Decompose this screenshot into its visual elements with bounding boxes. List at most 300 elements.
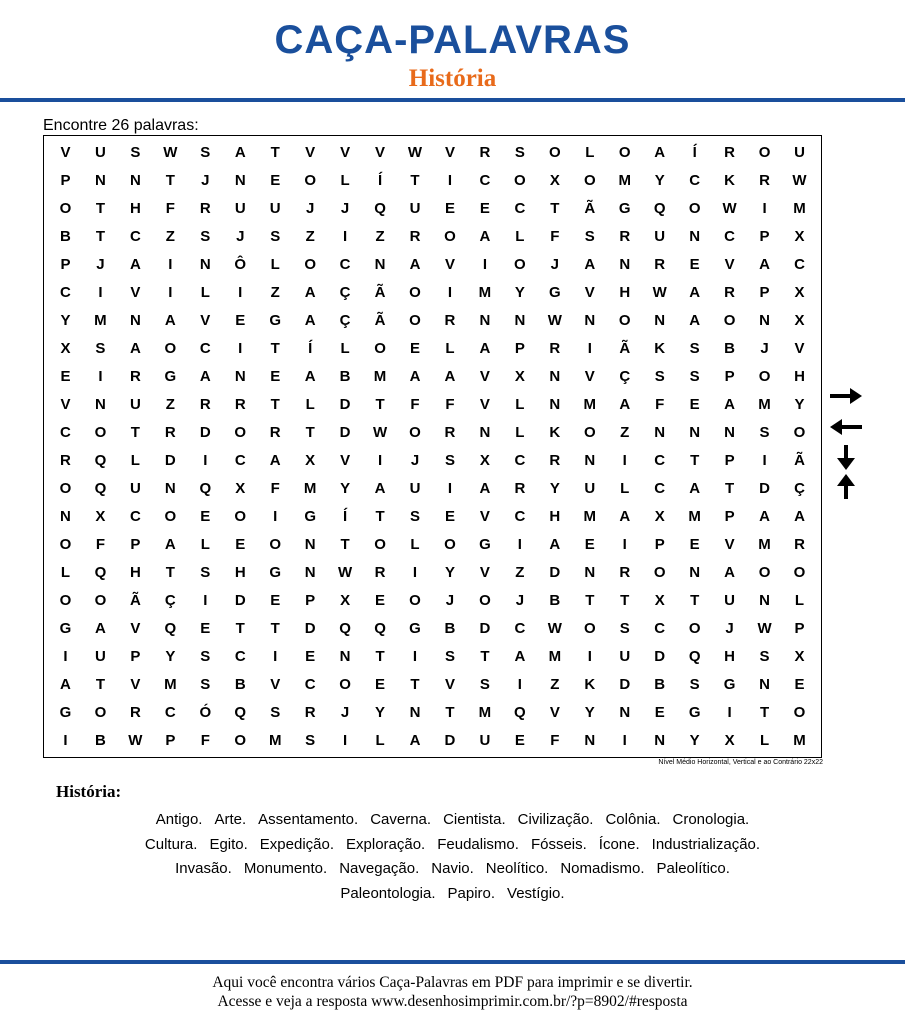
grid-cell: E — [444, 200, 455, 218]
grid-cell: O — [758, 368, 771, 386]
grid-cell: X — [479, 451, 490, 469]
grid-cell: R — [269, 424, 281, 442]
grid-cell: O — [758, 563, 771, 581]
grid-cell: G — [723, 675, 736, 693]
grid-cell: R — [199, 396, 211, 414]
grid-cell: A — [60, 675, 71, 693]
grid-cell: Z — [165, 396, 175, 414]
grid-cell: C — [479, 172, 491, 190]
grid-cell: P — [305, 591, 316, 609]
grid-cell: Q — [374, 619, 386, 637]
grid-cell: S — [200, 144, 211, 162]
grid-cell: B — [339, 368, 351, 386]
grid-cell: S — [200, 675, 211, 693]
grid-cell: R — [619, 228, 631, 246]
word-item: Arte. — [214, 811, 247, 828]
grid-cell: A — [164, 312, 176, 330]
grid-cell: V — [130, 284, 141, 302]
grid-cell: L — [515, 396, 525, 414]
grid-cell: A — [689, 312, 701, 330]
grid-cell: S — [689, 340, 700, 358]
grid-cell: Z — [620, 424, 630, 442]
grid-cell: U — [409, 200, 421, 218]
grid-cell: T — [130, 424, 140, 442]
grid-cell: I — [622, 731, 627, 749]
grid-cell: P — [724, 451, 735, 469]
grid-cell: Ç — [339, 284, 351, 302]
grid-cell: J — [236, 228, 245, 246]
grid-cell: T — [445, 703, 455, 721]
grid-cell: A — [794, 507, 805, 525]
grid-cell: N — [584, 563, 596, 581]
grid-cell: X — [794, 647, 805, 665]
word-item: Cientista. — [443, 811, 506, 828]
word-item: Caverna. — [370, 811, 432, 828]
grid-cell: C — [514, 200, 526, 218]
grid-cell: Í — [692, 144, 697, 162]
grid-cell: X — [654, 591, 665, 609]
grid-cell: V — [340, 144, 351, 162]
grid-cell: S — [444, 647, 455, 665]
grid-cell: F — [270, 479, 280, 497]
grid-cell: A — [234, 144, 246, 162]
grid-cell: M — [793, 200, 806, 218]
grid-cell: C — [164, 703, 176, 721]
grid-cell: U — [95, 647, 106, 665]
grid-cell: S — [200, 647, 211, 665]
grid-cell: N — [374, 256, 386, 274]
grid-cell: A — [479, 340, 491, 358]
grid-cell: L — [515, 424, 525, 442]
grid-cell: I — [762, 200, 767, 218]
grid-cell: Y — [444, 563, 455, 581]
grid-cell: A — [619, 396, 631, 414]
grid-cell: F — [200, 731, 210, 749]
grid-cell: E — [410, 340, 421, 358]
grid-cell: P — [165, 731, 176, 749]
word-item: Assentamento. — [258, 811, 359, 828]
grid-cell: R — [409, 228, 421, 246]
grid-cell: I — [587, 647, 592, 665]
grid-cell: O — [234, 731, 247, 749]
grid-cell: A — [724, 396, 736, 414]
grid-cell: V — [130, 675, 141, 693]
grid-cell: W — [372, 424, 388, 442]
grid-cell: Q — [374, 200, 386, 218]
grid-cell: M — [583, 507, 597, 525]
grid-cell: G — [269, 312, 282, 330]
grid-cell: S — [759, 647, 770, 665]
grid-cell: A — [269, 451, 281, 469]
grid-cell: N — [759, 591, 770, 609]
grid-cell: Í — [377, 172, 383, 190]
grid-cell: U — [794, 144, 805, 162]
grid-cell: R — [724, 144, 736, 162]
grid-cell: V — [479, 368, 490, 386]
grid-cell: O — [59, 200, 72, 218]
grid-cell: J — [305, 200, 315, 218]
word-list-line — [40, 882, 865, 907]
grid-cell: I — [517, 675, 522, 693]
grid-cell: M — [793, 731, 806, 749]
grid-cell: A — [199, 368, 211, 386]
grid-cell: Ç — [794, 479, 805, 497]
grid-cell: F — [550, 228, 560, 246]
grid-cell: H — [794, 368, 805, 386]
grid-cell: I — [238, 284, 243, 302]
word-item: Cultura. — [144, 835, 198, 853]
grid-cell: E — [200, 507, 211, 525]
grid-cell: Í — [343, 507, 348, 525]
grid-cell: J — [725, 619, 734, 637]
grid-cell: I — [482, 256, 488, 274]
grid-cell: R — [444, 312, 456, 330]
grid-cell: S — [444, 451, 455, 469]
grid-cell: Y — [654, 172, 665, 190]
grid-cell: T — [95, 675, 106, 693]
grid-cell: I — [63, 647, 68, 665]
grid-cell: P — [759, 228, 770, 246]
grid-cell: N — [199, 256, 211, 274]
grid-cell: E — [270, 172, 281, 190]
grid-cell: R — [234, 396, 246, 414]
grid-cell: O — [514, 256, 526, 274]
grid-cell: A — [409, 256, 421, 274]
grid-cell: D — [654, 647, 666, 665]
grid-cell: R — [60, 451, 71, 469]
grid-cell: Y — [514, 284, 525, 302]
grid-cell: W — [547, 312, 562, 330]
grid-cell: K — [724, 172, 736, 190]
grid-cell: S — [305, 731, 316, 749]
grid-cell: E — [375, 591, 386, 609]
footer-line-1: Aqui você encontra vários Caça-Palavras em PDF para imprimir e se divertir. — [212, 974, 693, 991]
grid-cell: V — [444, 675, 455, 693]
grid-cell: V — [130, 619, 141, 637]
grid-cell: F — [95, 535, 106, 553]
grid-cell: E — [689, 256, 700, 274]
grid-cell: N — [95, 396, 106, 414]
grid-cell: N — [689, 228, 701, 246]
grid-cell: P — [724, 368, 735, 386]
grid-cell: C — [689, 172, 701, 190]
grid-cell: G — [618, 200, 631, 218]
grid-cell: A — [479, 479, 491, 497]
grid-cell: Ã — [794, 451, 805, 469]
grid-cell: S — [410, 507, 421, 525]
grid-cell: L — [620, 479, 630, 497]
grid-cell: S — [584, 228, 595, 246]
grid-cell: E — [584, 535, 595, 553]
grid-cell: T — [235, 619, 245, 637]
grid-cell: H — [234, 563, 246, 581]
grid-cell: C — [654, 479, 666, 497]
grid-cell: E — [444, 507, 455, 525]
grid-cell: Ô — [234, 256, 247, 274]
grid-cell: Z — [550, 675, 560, 693]
grid-cell: E — [60, 368, 71, 386]
grid-cell: M — [268, 731, 282, 749]
grid-cell: P — [794, 619, 805, 637]
grid-cell: O — [374, 535, 386, 553]
grid-cell: P — [654, 535, 665, 553]
grid-cell: J — [515, 591, 525, 609]
grid-cell: C — [514, 451, 526, 469]
grid-cell: K — [654, 340, 666, 358]
grid-cell: L — [759, 731, 770, 749]
grid-cell: B — [60, 228, 71, 246]
grid-cell: Ç — [339, 312, 351, 330]
grid-cell: V — [200, 312, 211, 330]
grid-cell: Q — [234, 703, 247, 721]
grid-cell: A — [129, 340, 141, 358]
grid-cell: L — [270, 256, 280, 274]
grid-cell: D — [199, 424, 211, 442]
grid-cell: A — [549, 535, 561, 553]
grid-cell: O — [234, 424, 247, 442]
grid-cell: A — [479, 228, 491, 246]
grid-cell: J — [340, 703, 350, 721]
grid-cell: V — [340, 451, 351, 469]
grid-cell: R — [199, 200, 211, 218]
word-item: Monumento. — [243, 860, 328, 877]
grid-cell: P — [514, 340, 525, 358]
grid-cell: X — [60, 340, 71, 358]
grid-cell: T — [165, 172, 175, 190]
grid-cell: B — [444, 619, 456, 637]
grid-cell: O — [374, 340, 386, 358]
word-item: Feudalismo. — [437, 835, 519, 853]
grid-cell: Q — [514, 703, 526, 721]
grid-cell: L — [445, 340, 455, 358]
grid-cell: C — [60, 424, 71, 442]
grid-cell: A — [759, 507, 770, 525]
grid-cell: O — [94, 703, 107, 721]
grid-cell: P — [60, 256, 71, 274]
grid-cell: Ã — [619, 340, 631, 358]
grid-cell: M — [583, 396, 597, 414]
grid-cell: V — [479, 563, 490, 581]
footer — [0, 973, 905, 1011]
grid-cell: M — [618, 172, 631, 190]
bottom-divider — [0, 960, 905, 964]
page-title: CAÇA-PALAVRAS — [274, 18, 631, 62]
arrow-up-icon — [834, 472, 858, 500]
grid-cell: B — [234, 675, 246, 693]
word-item: Invasão. — [175, 860, 232, 877]
grid-cell: R — [759, 172, 770, 190]
grid-cell: X — [95, 507, 106, 525]
grid-cell: E — [235, 312, 246, 330]
grid-cell: H — [619, 284, 631, 302]
grid-cell: V — [549, 703, 560, 721]
grid-cell: O — [583, 619, 596, 637]
grid-cell: I — [343, 731, 348, 749]
grid-cell: Q — [94, 563, 107, 581]
grid-cell: S — [479, 675, 490, 693]
word-list-line — [40, 857, 865, 882]
grid-cell: T — [690, 591, 700, 609]
grid-cell: N — [60, 507, 71, 525]
grid-cell: I — [727, 703, 732, 721]
grid-cell: W — [792, 172, 807, 190]
grid-cell: N — [619, 703, 631, 721]
grid-cell: G — [269, 563, 282, 581]
grid-cell: C — [514, 619, 526, 637]
grid-cell: N — [304, 563, 316, 581]
grid-cell: C — [234, 647, 246, 665]
grid-cell: R — [794, 535, 805, 553]
grid-cell: N — [234, 368, 246, 386]
grid-cell: I — [622, 451, 627, 469]
grid-cell: G — [304, 507, 316, 525]
grid-cell: O — [409, 591, 421, 609]
grid-cell: T — [270, 396, 280, 414]
grid-cell: J — [96, 256, 105, 274]
grid-cell: D — [619, 675, 631, 693]
grid-cell: O — [793, 424, 806, 442]
grid-cell: R — [549, 451, 561, 469]
grid-cell: U — [95, 144, 106, 162]
grid-cell: V — [444, 256, 455, 274]
grid-cell: O — [444, 535, 456, 553]
grid-cell: O — [409, 312, 421, 330]
grid-cell: N — [689, 563, 701, 581]
grid-cell: N — [339, 647, 351, 665]
grid-cell: V — [60, 144, 71, 162]
word-list-title: História: — [56, 782, 122, 801]
grid-cell: E — [689, 396, 700, 414]
grid-cell: Y — [340, 479, 351, 497]
grid-cell: A — [304, 312, 316, 330]
grid-cell: L — [305, 396, 315, 414]
grid-cell: A — [759, 256, 770, 274]
grid-cell: U — [654, 228, 666, 246]
grid-cell: X — [794, 284, 805, 302]
grid-cell: V — [305, 144, 316, 162]
grid-cell: R — [444, 424, 456, 442]
grid-cell: S — [95, 340, 106, 358]
grid-cell: F — [165, 200, 175, 218]
grid-cell: I — [343, 228, 348, 246]
grid-cell: O — [444, 228, 456, 246]
grid-cell: A — [654, 144, 666, 162]
grid-cell: D — [339, 396, 351, 414]
grid-cell: H — [724, 647, 736, 665]
grid-cell: D — [479, 619, 491, 637]
grid-cell: F — [655, 396, 665, 414]
grid-cell: C — [129, 228, 141, 246]
grid-cell: P — [724, 507, 735, 525]
grid-cell: R — [164, 424, 176, 442]
grid-cell: I — [238, 340, 243, 358]
grid-cell: Z — [515, 563, 525, 581]
grid-cell: L — [60, 563, 71, 581]
grid-cell: A — [409, 731, 421, 749]
grid-cell: R — [479, 144, 491, 162]
word-list — [40, 808, 865, 906]
grid-cell: M — [478, 703, 492, 721]
grid-cell: T — [759, 703, 770, 721]
grid-cell: O — [793, 563, 806, 581]
grid-cell: Y — [165, 647, 176, 665]
level-note: Nível Médio Horizontal, Vertical e ao Contrário 22x22 — [658, 759, 823, 766]
grid-cell: I — [203, 451, 208, 469]
grid-cell: W — [128, 731, 143, 749]
arrow-down-icon — [834, 444, 858, 472]
grid-cell: P — [759, 284, 770, 302]
grid-cell: A — [689, 479, 701, 497]
grid-cell: O — [59, 535, 72, 553]
grid-cell: O — [688, 619, 701, 637]
grid-cell: U — [619, 647, 631, 665]
grid-cell: P — [60, 172, 71, 190]
grid-cell: O — [409, 424, 421, 442]
grid-cell: A — [444, 368, 456, 386]
grid-cell: Y — [375, 703, 386, 721]
grid-cell: Y — [60, 312, 71, 330]
grid-cell: W — [722, 200, 737, 218]
grid-cell: I — [273, 507, 278, 525]
grid-cell: O — [164, 340, 177, 358]
grid-cell: Ç — [619, 368, 631, 386]
grid-cell: A — [95, 619, 106, 637]
word-item: Nomadismo. — [560, 860, 645, 877]
word-list-line — [40, 833, 865, 858]
grid-cell: L — [200, 535, 210, 553]
grid-cell: I — [587, 340, 592, 358]
grid-cell: Y — [689, 731, 700, 749]
grid-cell: I — [447, 479, 453, 497]
grid-cell: U — [129, 396, 141, 414]
grid-cell: C — [794, 256, 805, 274]
grid-cell: Ã — [374, 312, 386, 330]
grid-cell: E — [270, 591, 281, 609]
grid-cell: I — [517, 535, 522, 553]
grid-cell: R — [514, 479, 526, 497]
word-item: Cronologia. — [672, 811, 750, 828]
grid-cell: D — [304, 619, 316, 637]
grid-cell: U — [724, 591, 736, 609]
grid-cell: W — [163, 144, 178, 162]
grid-cell: N — [759, 675, 770, 693]
grid-cell: A — [584, 256, 596, 274]
grid-cell: A — [304, 368, 316, 386]
grid-cell: G — [688, 703, 701, 721]
grid-cell: J — [445, 591, 455, 609]
grid-cell: S — [759, 424, 770, 442]
grid-cell: U — [269, 200, 281, 218]
word-item: Paleolítico. — [656, 860, 730, 877]
grid-cell: O — [94, 591, 107, 609]
grid-cell: N — [619, 256, 631, 274]
grid-cell: Ã — [374, 284, 386, 302]
grid-cell: S — [689, 368, 700, 386]
grid-cell: M — [373, 368, 387, 386]
grid-cell: Q — [94, 451, 107, 469]
grid-cell: N — [689, 424, 701, 442]
grid-cell: G — [164, 368, 177, 386]
grid-cell: O — [269, 535, 282, 553]
grid-cell: W — [547, 619, 562, 637]
grid-cell: C — [304, 675, 316, 693]
grid-cell: O — [514, 172, 526, 190]
grid-cell: R — [549, 340, 561, 358]
grid-cell: L — [200, 284, 210, 302]
grid-cell: X — [724, 731, 735, 749]
arrow-left-icon — [828, 417, 864, 437]
grid-cell: J — [550, 256, 559, 274]
